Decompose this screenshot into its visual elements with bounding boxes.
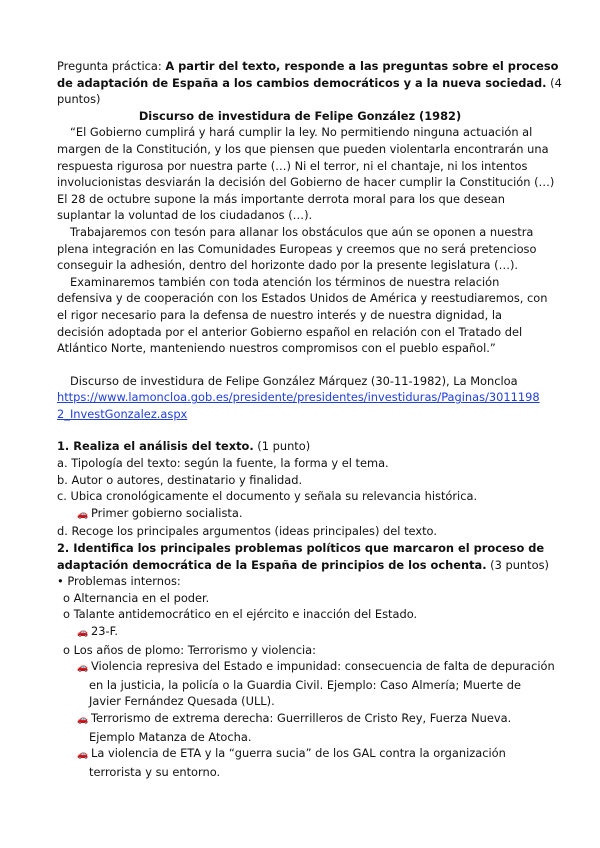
q2-heading: 2. Identifica los principales problemas políticos que marcaron el proceso de xyxy=(57,541,545,556)
quote-line: plena integración en las Comunidades Europeas y creemos que no será pretencioso xyxy=(57,241,537,256)
quote-line: involucionistas desviarán la decisión del Gobierno de hacer cumplir la Constitución (…) xyxy=(57,175,555,190)
q1-heading-text: 1. Realiza el análisis del texto. xyxy=(57,439,254,454)
q2-sub-sub-item: 🚗 La violencia de ETA y la “guerra sucia” de los GAL contra la organización xyxy=(57,745,543,764)
q2-sub-sub-item: 🚗 Terrorismo de extrema derecha: Guerrilleros de Cristo Rey, Fuerza Nueva. xyxy=(57,710,543,729)
quote-line: Atlántico Norte, manteniendo nuestros compromisos con el pueblo español.” xyxy=(57,341,496,356)
q1-item-a: a. Tipología del texto: según la fuente, la forma y el tema. xyxy=(57,456,389,471)
q1-item-c: c. Ubica cronológicamente el documento y señala su relevancia histórica. xyxy=(57,489,478,504)
q2-sub-item: o Talante antidemocrático en el ejército e inacción del Estado. xyxy=(63,607,418,622)
quote-line: defensiva y de cooperación con los Estados Unidos de América y reestudiaremos, con xyxy=(57,291,548,306)
q2-continuation: Javier Fernández Quesada (ULL). xyxy=(89,694,275,709)
q2-heading-2: adaptación democrática de la España de principios de los ochenta. (3 puntos) xyxy=(57,557,549,572)
car-icon: 🚗 xyxy=(77,663,89,674)
q1-heading xyxy=(57,438,543,455)
q2-continuation: en la justicia, la policía o la Guardia Civil. Ejemplo: Caso Almería; Muerte de xyxy=(89,677,521,692)
quote-line: El 28 de octubre supone la más importante derrota moral para los que desean xyxy=(57,191,506,206)
intro-question-bold-2: de adaptación de España a los cambios democráticos y a la nueva sociedad. xyxy=(57,75,547,90)
quote-line: el rigor necesario para la defensa de nuestro interés y de nuestra dignidad, la xyxy=(57,307,503,322)
document-page xyxy=(57,58,562,780)
source-link[interactable]: https://www.lamoncloa.gob.es/presidente/presidentes/investiduras/Paginas/3011198 xyxy=(57,390,540,405)
quote-line: Trabajaremos con tesón para allanar los obstáculos que aún se oponen a nuestra xyxy=(70,224,534,239)
q2-continuation: Ejemplo Matanza de Atocha. xyxy=(89,729,252,744)
spacer xyxy=(57,422,543,438)
car-icon: 🚗 xyxy=(77,714,89,725)
q2-sub-sub-item: 🚗 23-F. xyxy=(57,623,543,642)
car-icon: 🚗 xyxy=(77,628,89,638)
q1-item-b: b. Autor o autores, destinatario y finalidad. xyxy=(57,472,303,487)
q1-item-c-sub: 🚗 Primer gobierno socialista. xyxy=(57,505,543,524)
source-link-2[interactable]: 2_InvestGonzalez.aspx xyxy=(57,406,188,421)
intro-prefix: Pregunta práctica: xyxy=(57,59,166,73)
quote-line: Examinaremos también con toda atención los términos de nuestra relación xyxy=(70,274,500,289)
intro-points-2: puntos) xyxy=(57,92,101,107)
quote-line: “El Gobierno cumplirá y hará cumplir la ley. No permitiendo ninguna actuación al xyxy=(70,125,533,140)
intro-question-bold: A partir del texto, responde a las preguntas sobre el proceso xyxy=(165,59,559,73)
car-icon: 🚗 xyxy=(77,750,89,761)
q2-continuation: terrorista y su entorno. xyxy=(89,764,221,779)
intro-points: (4 xyxy=(546,75,562,90)
q1-item-d: d. Recoge los principales argumentos (ideas principales) del texto. xyxy=(57,524,437,539)
intro-line-1 xyxy=(57,58,559,75)
quote-line: margen de la Constitución, y los que piensen que pueden violentarla encontrarán una xyxy=(57,141,549,156)
q2-sub-item: o Los años de plomo: Terrorismo y violencia: xyxy=(63,642,316,657)
q2-sub-sub-item: 🚗 Violencia represiva del Estado e impunidad: consecuencia de falta de depuración xyxy=(57,658,543,677)
car-icon: 🚗 xyxy=(77,509,89,520)
quote-line: decisión adoptada por el anterior Gobierno español en relación con el Tratado del xyxy=(57,324,523,339)
q2-points: (3 puntos) xyxy=(486,557,549,572)
source-citation: Discurso de investidura de Felipe González Márquez (30-11-1982), La Moncloa xyxy=(70,373,518,388)
quote-line: respuesta rigurosa por nuestra parte (…) Ni el terror, ni el chantaje, ni los intentos xyxy=(57,158,528,173)
quote-line: suplantar la voluntad de los ciudadanos (…). xyxy=(57,208,313,223)
speech-title: Discurso de investidura de Felipe González (1982) xyxy=(138,108,462,123)
intro-line-2 xyxy=(57,75,562,92)
quote-line: conseguir la adhesión, dentro del horizonte dado por la presente legislatura (…). xyxy=(57,258,519,273)
q2-bullet: • Problemas internos: xyxy=(57,574,181,589)
spacer xyxy=(57,357,543,373)
q2-sub-item: o Alternancia en el poder. xyxy=(63,590,210,605)
q1-points: (1 punto) xyxy=(253,439,311,454)
